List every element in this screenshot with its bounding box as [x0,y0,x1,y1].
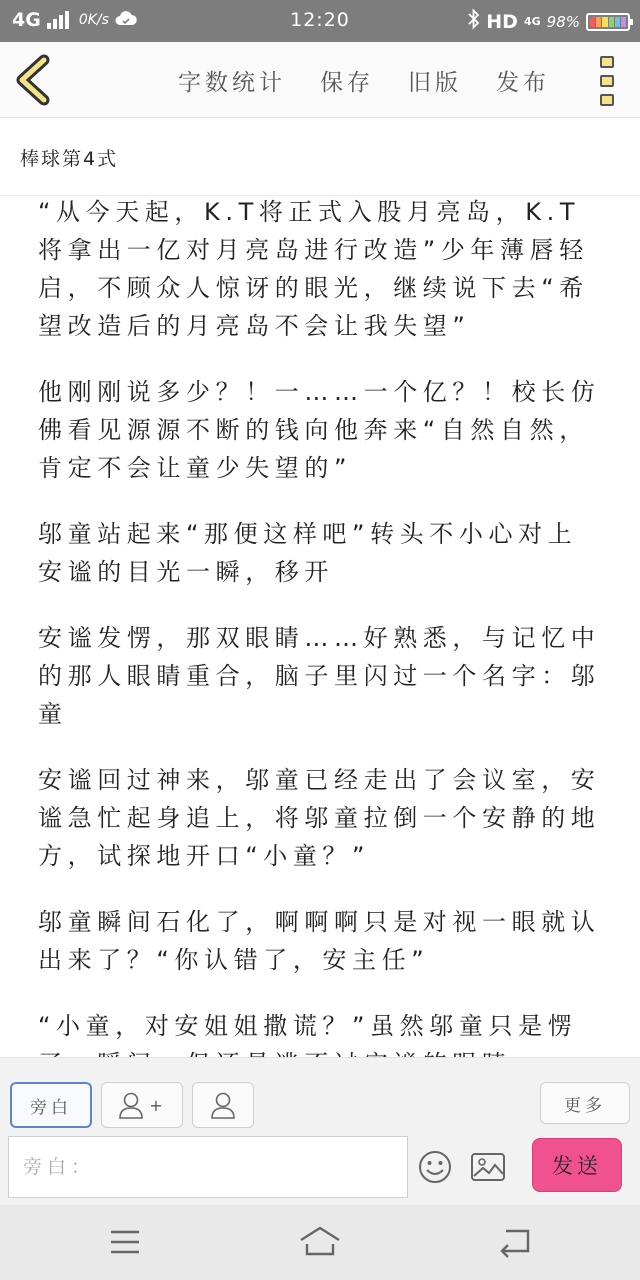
clock: 12:20 [290,9,350,31]
menu-icon[interactable] [108,1227,142,1257]
header-menu [178,64,584,97]
lte-indicator: 4G [523,15,541,28]
more-button[interactable] [540,1082,630,1124]
composer-panel [0,1057,640,1205]
message-input[interactable] [8,1136,408,1198]
narration-tab[interactable] [10,1082,92,1128]
back-arrow-icon [14,56,54,104]
story-paragraph: “小童，对安姐姐撒谎？”虽然邬童只是愣 [38,1012,578,1040]
story-paragraph: 邬童站起来“那便这样吧”转头不小心对上安谧的目光一瞬，移开 [38,520,578,586]
status-bar [0,0,640,42]
word-count-button[interactable]: 字数统计 [178,70,286,96]
image-icon[interactable] [470,1152,506,1182]
battery-percent: 98% [546,12,580,31]
story-paragraph: 安谧回过神来，邬童已经走出了会议室，安谧急忙起身追上，将邬童拉倒一个安静的地方，试探地开口“小童？” [38,766,601,870]
more-menu-icon[interactable] [600,56,614,106]
story-paragraph: 他刚刚说多少？！一……一个亿？！校长仿佛看见源源不断的钱向他奔来“自然自然，肯定不会让童少失望的” [38,378,601,482]
emoji-icon[interactable] [418,1150,452,1184]
story-content[interactable] [0,197,640,1057]
hd-indicator: HD [486,10,518,33]
home-icon[interactable] [298,1225,342,1257]
network-speed: 0K/s [78,12,109,28]
more-button-label: 更多 [564,1095,606,1116]
old-version-button[interactable]: 旧版 [408,70,462,96]
app-header [0,42,640,118]
back-icon[interactable] [498,1227,532,1257]
back-button[interactable] [14,56,54,104]
save-button[interactable]: 保存 [320,70,374,96]
chapter-title-bar [0,118,640,196]
person-add-icon [117,1090,145,1120]
chapter-title[interactable]: 棒球第4式 [20,148,119,170]
story-paragraph: “从今天起，K.T将正式入股月亮岛，K.T将拿出一亿对月亮岛进行改造”少年薄唇轻启，不顾众人惊讶的眼光，继续说下去“希望改造后的月亮岛不会让我失望” [38,198,589,340]
bluetooth-icon [468,9,480,34]
battery-icon [586,13,630,31]
role-button[interactable] [192,1082,254,1128]
network-type: 4G [12,9,41,31]
narration-tab-label: 旁白 [30,1097,72,1118]
add-role-plus: + [149,1095,167,1115]
publish-button[interactable]: 发布 [496,70,550,96]
send-button[interactable] [532,1138,622,1192]
status-right [468,9,630,34]
story-paragraph: 邬童瞬间石化了，啊啊啊只是对视一眼就认出来了？“你认错了，安主任” [38,908,601,974]
add-role-button[interactable] [101,1082,183,1128]
send-button-label: 发送 [552,1154,602,1178]
system-nav-bar [0,1205,640,1280]
person-icon [209,1090,237,1120]
story-paragraph: 安谧发愣，那双眼睛……好熟悉，与记忆中的那人眼睛重合，脑子里闪过一个名字：邬童 [38,624,601,728]
